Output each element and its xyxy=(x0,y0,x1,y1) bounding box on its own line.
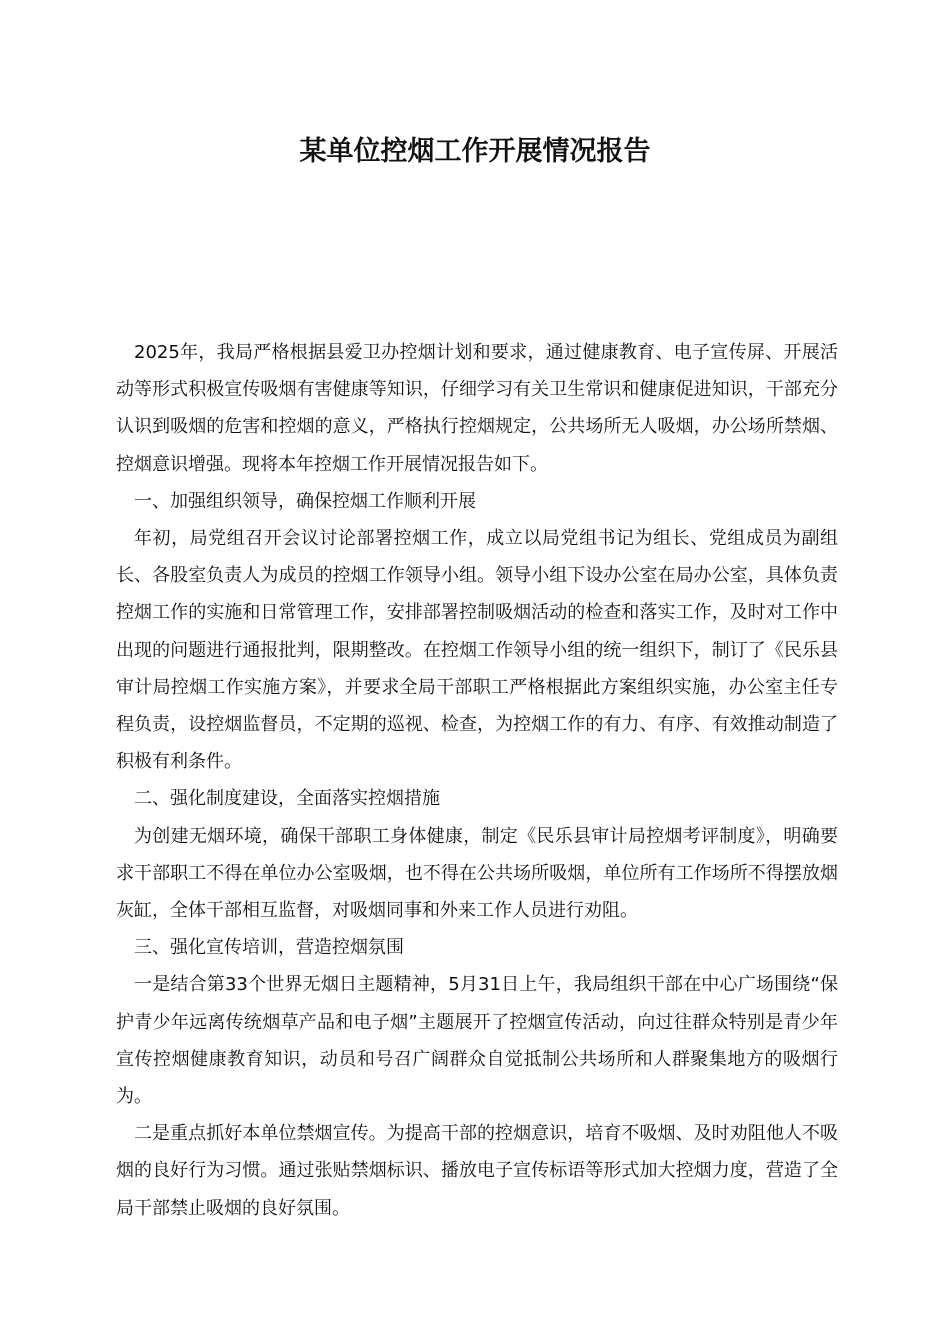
section-3-paragraph-2: 二是重点抓好本单位禁烟宣传。为提高干部的控烟意识，培育不吸烟、及时劝阻他人不吸烟的良好行为习惯。通过张贴禁烟标识、播放电子宣传标语等形式加大控烟力度，营造了全局干部禁止吸烟的良好氛围。 xyxy=(116,1123,838,1219)
section-heading-1: 一、加强组织领导，确保控烟工作顺利开展 xyxy=(134,490,476,512)
section-heading-3: 三、强化宣传培训，营造控烟氛围 xyxy=(134,937,404,959)
section-heading-2: 二、强化制度建设，全面落实控烟措施 xyxy=(134,788,440,810)
document-body xyxy=(116,334,838,1227)
intro-paragraph: 2025年，我局严格根据县爱卫办控烟计划和要求，通过健康教育、电子宣传屏、开展活动等形式积极宣传吸烟有害健康等知识，仔细学习有关卫生常识和健康促进知识，干部充分认识到吸烟的危害和控烟的意义，严格执行控烟规定，公共场所无人吸烟，办公场所禁烟、控烟意识增强。现将本年控烟工作开展情况报告如下。 xyxy=(116,342,838,475)
document-title: 某单位控烟工作开展情况报告 xyxy=(299,136,651,167)
section-2-paragraph: 为创建无烟环境，确保干部职工身体健康，制定《民乐县审计局控烟考评制度》，明确要求干部职工不得在单位办公室吸烟，也不得在公共场所吸烟，单位所有工作场所不得摆放烟灰缸，全体干部相互监督，对吸烟同事和外来工作人员进行劝阻。 xyxy=(116,825,838,922)
section-1-paragraph: 年初，局党组召开会议讨论部署控烟工作，成立以局党组书记为组长、党组成员为副组长、各股室负责人为成员的控烟工作领导小组。领导小组下设办公室在局办公室，具体负责控烟工作的实施和日常管理工作，安排部署控制吸烟活动的检查和落实工作，及时对工作中出现的问题进行通报批判，限期整改。在控烟工作领导小组的统一组织下，制订了《民乐县审计局控烟工作实施方案》，并要求全局干部职工严格根据此方案组织实施，办公室主任专程负责，设控烟监督员，不定期的巡视、检查，为控烟工作的有力、有序、有效推动制造了积极有利条件。 xyxy=(116,528,838,773)
section-3-paragraph-1: 一是结合第33个世界无烟日主题精神，5月31日上午，我局组织干部在中心广场围绕“保护青少年远离传统烟草产品和电子烟”主题展开了控烟宣传活动，向过往群众特别是青少年宣传控烟健康教育知识，动员和号召广阔群众自觉抵制公共场所和人群聚集地方的吸烟行为。 xyxy=(116,974,838,1108)
